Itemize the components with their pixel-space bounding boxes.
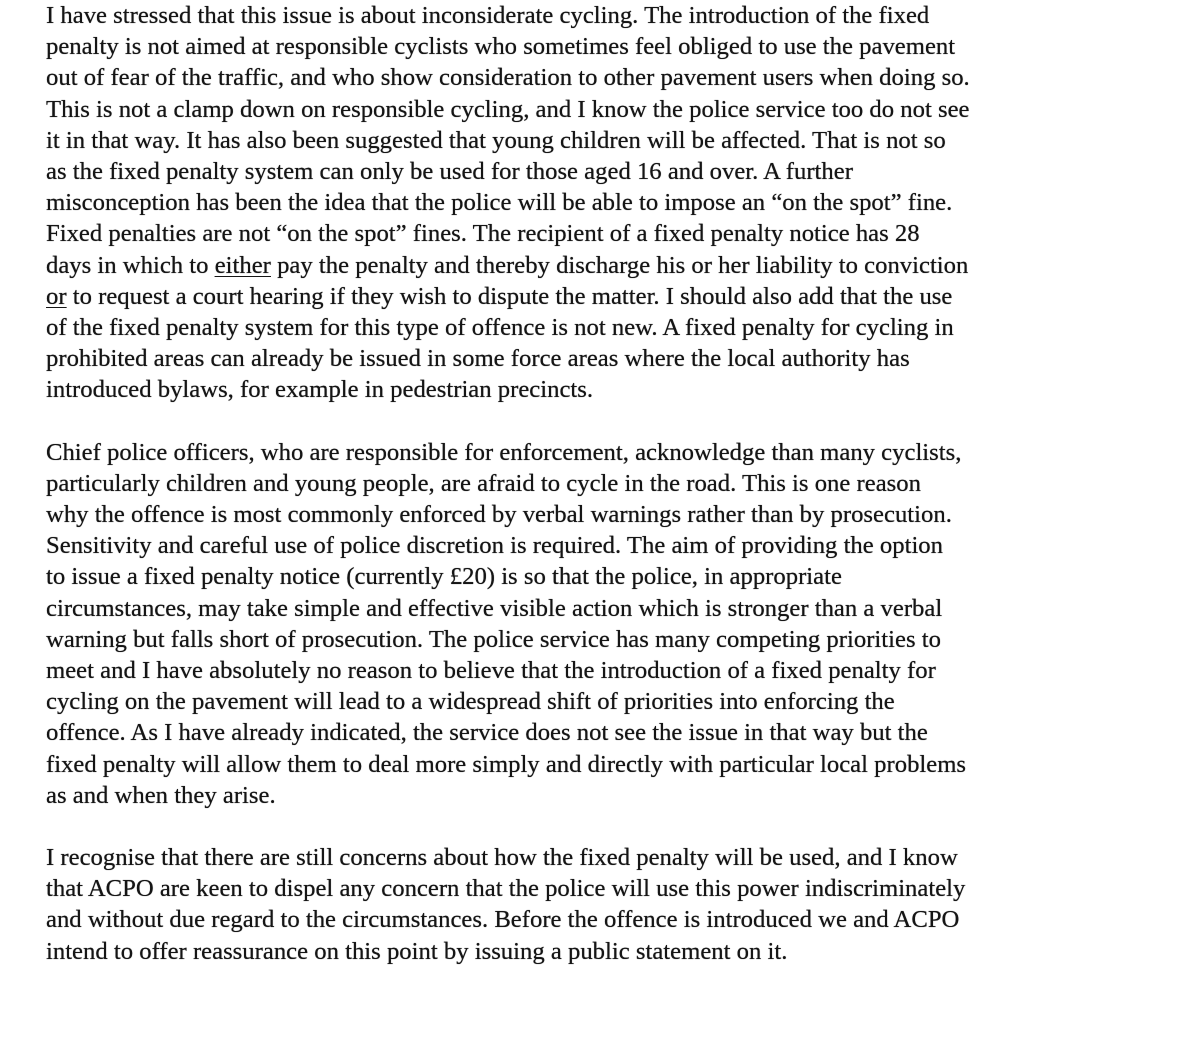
text-segment: as and when they arise. — [46, 781, 276, 809]
text-segment: and without due regard to the circumstances. Before the offence is introduced we and ACPO — [46, 906, 960, 934]
text-segment: warning but falls short of prosecution. The police service has many competing priorities to — [46, 625, 941, 653]
text-segment: out of fear of the traffic, and who show consideration to other pavement users when doing so. — [46, 64, 970, 92]
text-segment: intend to offer reassurance on this point by issuing a public statement on it. — [46, 937, 788, 965]
text-segment: it in that way. It has also been suggested that young children will be affected. That is not so — [46, 126, 946, 154]
text-segment: to issue a fixed penalty notice (currently £20) is so that the police, in appropriate — [46, 563, 842, 591]
text-line — [46, 437, 1186, 468]
text-segment: I recognise that there are still concerns about how the fixed penalty will be used, and I know — [46, 844, 958, 872]
text-line — [46, 624, 1186, 655]
text-line — [46, 187, 1186, 218]
text-line — [46, 312, 1186, 343]
text-line — [46, 125, 1186, 156]
text-line — [46, 561, 1186, 592]
text-line — [46, 31, 1186, 62]
text-line — [46, 468, 1186, 499]
text-line — [46, 780, 1186, 811]
text-line — [46, 749, 1186, 780]
text-segment: fixed penalty will allow them to deal more simply and directly with particular local problems — [46, 750, 967, 778]
paragraph-gap — [46, 405, 1186, 436]
text-segment: as the fixed penalty system can only be used for those aged 16 and over. A further — [46, 157, 853, 185]
text-segment: misconception has been the idea that the police will be able to impose an “on the spot” fine. — [46, 189, 953, 217]
text-line — [46, 717, 1186, 748]
paragraph-3 — [46, 842, 1186, 967]
underlined-word: either — [214, 251, 271, 279]
text-segment: penalty is not aimed at responsible cyclists who sometimes feel obliged to use the pavement — [46, 33, 956, 61]
text-segment: that ACPO are keen to dispel any concern that the police will use this power indiscriminately — [46, 875, 966, 903]
text-segment: Sensitivity and careful use of police discretion is required. The aim of providing the option — [46, 532, 943, 560]
text-segment: circumstances, may take simple and effective visible action which is stronger than a verbal — [46, 594, 943, 622]
text-line — [46, 250, 1186, 281]
text-segment: I have stressed that this issue is about inconsiderate cycling. The introduction of the fixed — [46, 2, 930, 29]
text-segment: to request a court hearing if they wish to dispute the matter. I should also add that the use — [66, 282, 953, 310]
text-segment: This is not a clamp down on responsible cycling, and I know the police service too do not see — [46, 95, 970, 123]
text-line — [46, 62, 1186, 93]
text-segment: cycling on the pavement will lead to a widespread shift of priorities into enforcing the — [46, 688, 895, 716]
text-segment: introduced bylaws, for example in pedestrian precincts. — [46, 376, 594, 404]
paragraph-2 — [46, 437, 1186, 811]
text-line — [46, 343, 1186, 374]
paragraph-gap — [46, 811, 1186, 842]
text-line — [46, 593, 1186, 624]
text-line — [46, 374, 1186, 405]
text-line — [46, 156, 1186, 187]
text-segment: days in which to — [46, 251, 215, 279]
text-line — [46, 904, 1186, 935]
text-line — [46, 686, 1186, 717]
text-segment: prohibited areas can already be issued in some force areas where the local authority has — [46, 345, 910, 373]
text-segment: pay the penalty and thereby discharge his or her liability to conviction — [270, 251, 969, 279]
text-line — [46, 94, 1186, 125]
text-line — [46, 281, 1186, 312]
text-segment: Chief police officers, who are responsible for enforcement, acknowledge than many cyclists, — [46, 438, 962, 466]
text-segment: meet and I have absolutely no reason to believe that the introduction of a fixed penalty for — [46, 656, 936, 684]
text-line — [46, 530, 1186, 561]
text-line — [46, 218, 1186, 249]
text-segment: Fixed penalties are not “on the spot” fines. The recipient of a fixed penalty notice has 28 — [46, 220, 920, 248]
text-line — [46, 873, 1186, 904]
text-segment: offence. As I have already indicated, the service does not see the issue in that way but the — [46, 719, 928, 747]
text-line — [46, 842, 1186, 873]
document-body — [46, 0, 1186, 967]
underlined-word: or — [46, 282, 67, 310]
text-line — [46, 936, 1186, 967]
paragraph-1 — [46, 0, 1186, 405]
text-segment: particularly children and young people, are afraid to cycle in the road. This is one reason — [46, 469, 921, 497]
text-segment: why the offence is most commonly enforced by verbal warnings rather than by prosecution. — [46, 501, 952, 528]
text-line — [46, 655, 1186, 686]
text-segment: of the fixed penalty system for this type of offence is not new. A fixed penalty for cycling in — [46, 313, 954, 341]
text-line — [46, 499, 1186, 530]
text-line — [46, 0, 1186, 31]
